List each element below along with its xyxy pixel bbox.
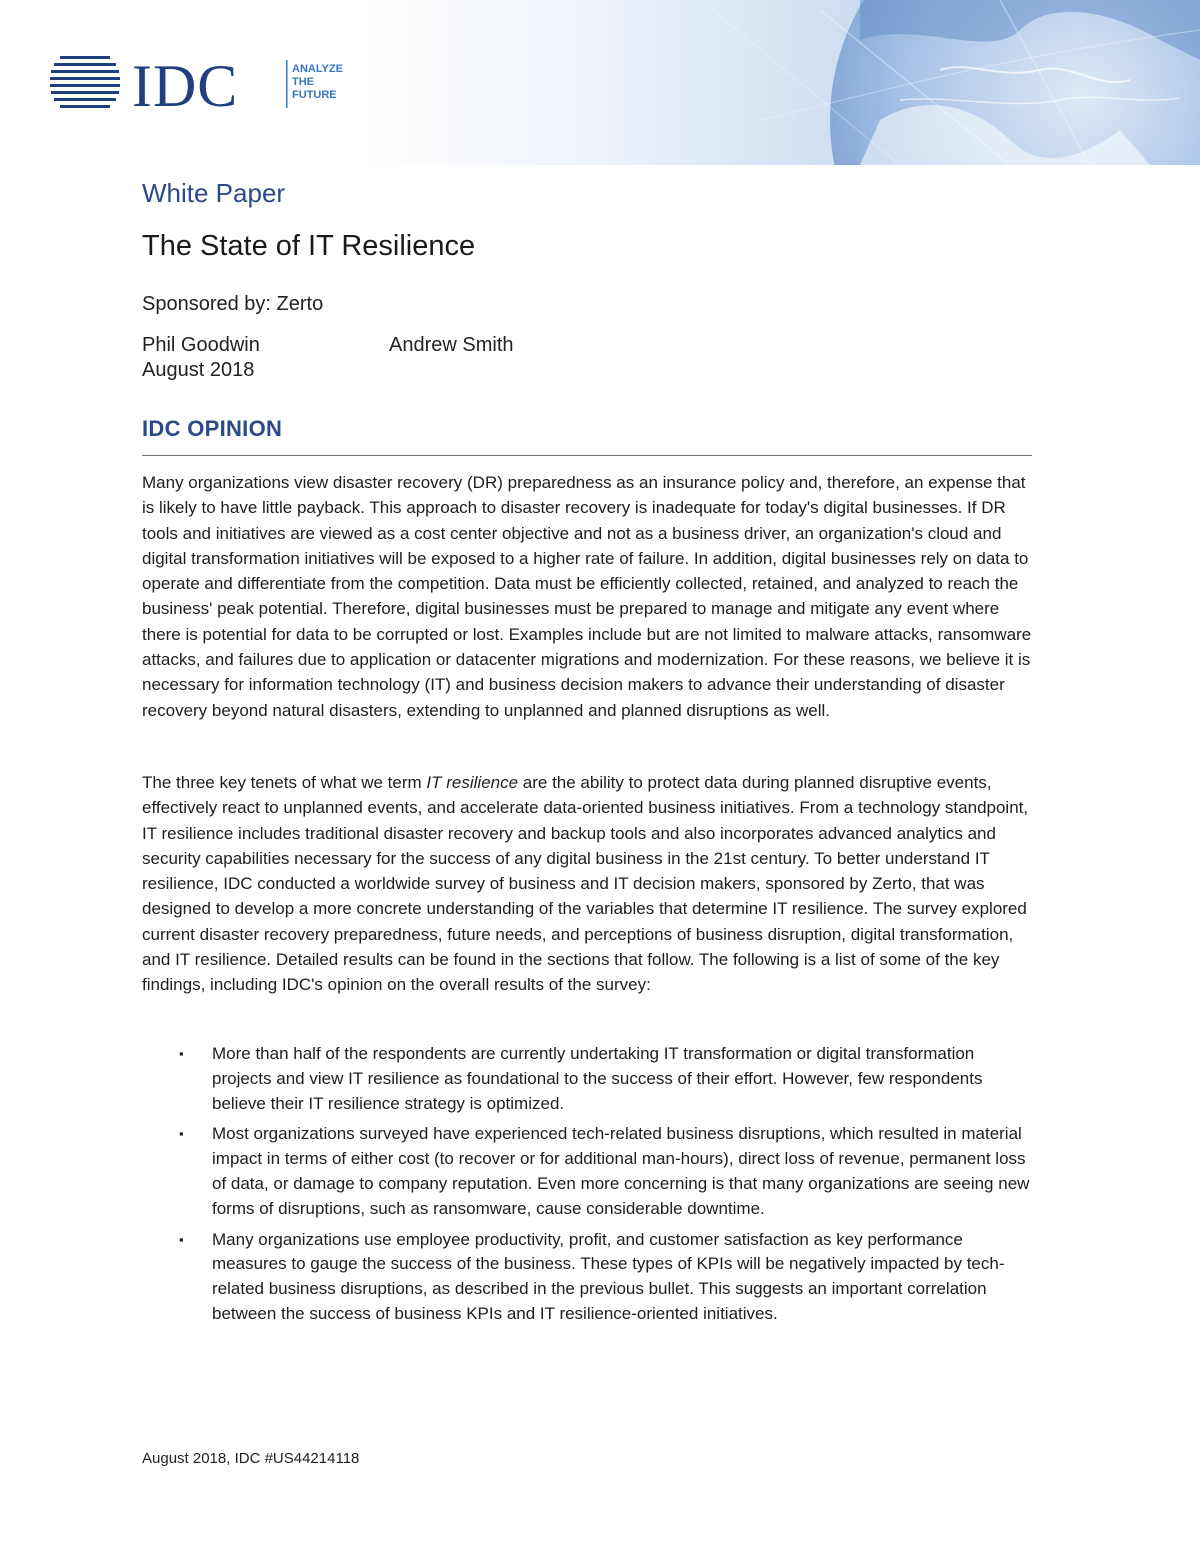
author-name: Andrew Smith xyxy=(389,334,514,356)
list-item xyxy=(142,1042,1032,1116)
document-type: White Paper xyxy=(142,178,286,208)
sponsor-line: Sponsored by: Zerto xyxy=(142,293,324,315)
document-title: The State of IT Resilience xyxy=(142,230,476,262)
tagline-line: FUTURE xyxy=(292,89,337,101)
list-item-text: Many organizations use employee productivity, profit, and customer satisfaction as key performance measures to gauge the success of the business. These types of KPIs will be negatively impacted by tech-related business disruptions, as described in the previous bullet. This suggests an important correlation between the success of business KPIs and IT resilience-oriented initiatives. xyxy=(212,1229,1005,1323)
idc-logo xyxy=(50,48,370,118)
paragraph-text: The three key tenets of what we term xyxy=(142,773,427,792)
header-banner xyxy=(0,0,1200,165)
page-footer: August 2018, IDC #US44214118 xyxy=(142,1450,360,1467)
opinion-paragraph: Many organizations view disaster recovery (DR) preparedness as an insurance policy and, therefore, an expense that is likely to have little payback. This approach to disaster recovery is inadequate for today's digital businesses. If DR tools and initiatives are viewed as a cost center objective and not as a business driver, an organization's cloud and digital transformation initiatives will be exposed to a higher rate of failure. In addition, digital businesses rely on data to operate and differentiate from the competition. Data must be efficiently collected, retained, and analyzed to reach the business' peak potential. Therefore, digital businesses must be prepared to manage and mitigate any event where there is potential for data to be corrupted or lost. Examples include but are not limited to malware attacks, ransomware attacks, and failures due to application or datacenter migrations and modernization. For these reasons, we believe it is necessary for information technology (IT) and business decision makers to advance their understanding of disaster recovery beyond natural disasters, extending to unplanned and planned disruptions as well. xyxy=(142,473,1032,720)
key-findings-list xyxy=(142,1042,1032,1333)
list-item-text: More than half of the respondents are currently undertaking IT transformation or digital transformation projects and view IT resilience as foundational to the success of their effort. However, few respondents believe their IT resilience strategy is optimized. xyxy=(212,1044,983,1113)
section-divider xyxy=(142,455,1032,456)
list-item xyxy=(142,1228,1032,1327)
bullet-icon: ▪ xyxy=(179,1046,184,1061)
paragraph-text: are the ability to protect data during planned disruptive events, effectively react to unplanned events, and accelerate data-oriented business initiatives. From a technology standpoint, IT resilience includes traditional disaster recovery and backup tools and also incorporates advanced analytics and security capabilities necessary for the success of any digital business in the 21st century. To better understand IT resilience, IDC conducted a worldwide survey of business and IT decision makers, sponsored by Zerto, that was designed to develop a more concrete understanding of the variables that determine IT resilience. The survey explored current disaster recovery preparedness, future needs, and perceptions of business disruption, digital transformation, and IT resilience. Detailed results can be found in the sections that follow. The following is a list of some of the key findings, including IDC's opinion on the overall results of the survey: xyxy=(142,773,1029,995)
section-heading: IDC OPINION xyxy=(142,416,283,441)
list-item xyxy=(142,1122,1032,1221)
bullet-icon: ▪ xyxy=(179,1126,184,1142)
publication-date: August 2018 xyxy=(142,359,255,381)
list-item-text: Most organizations surveyed have experienced tech-related business disruptions, which resulted in material impact in terms of either cost (to recover or for additional man-hours), direct loss of revenue, permanent loss of data, or damage to company reputation. Even more concerning is that many organizations are seeing new forms of disruptions, such as ransomware, cause considerable downtime. xyxy=(212,1124,1030,1218)
tagline-line: ANALYZE xyxy=(292,63,343,75)
emphasized-term: IT resilience xyxy=(426,773,519,792)
svg-text:IDC: IDC xyxy=(132,53,239,118)
tagline-line: THE xyxy=(292,76,314,88)
bullet-icon: ▪ xyxy=(179,1231,184,1247)
author-name: Phil Goodwin xyxy=(142,334,260,356)
opinion-paragraph xyxy=(142,770,1032,998)
